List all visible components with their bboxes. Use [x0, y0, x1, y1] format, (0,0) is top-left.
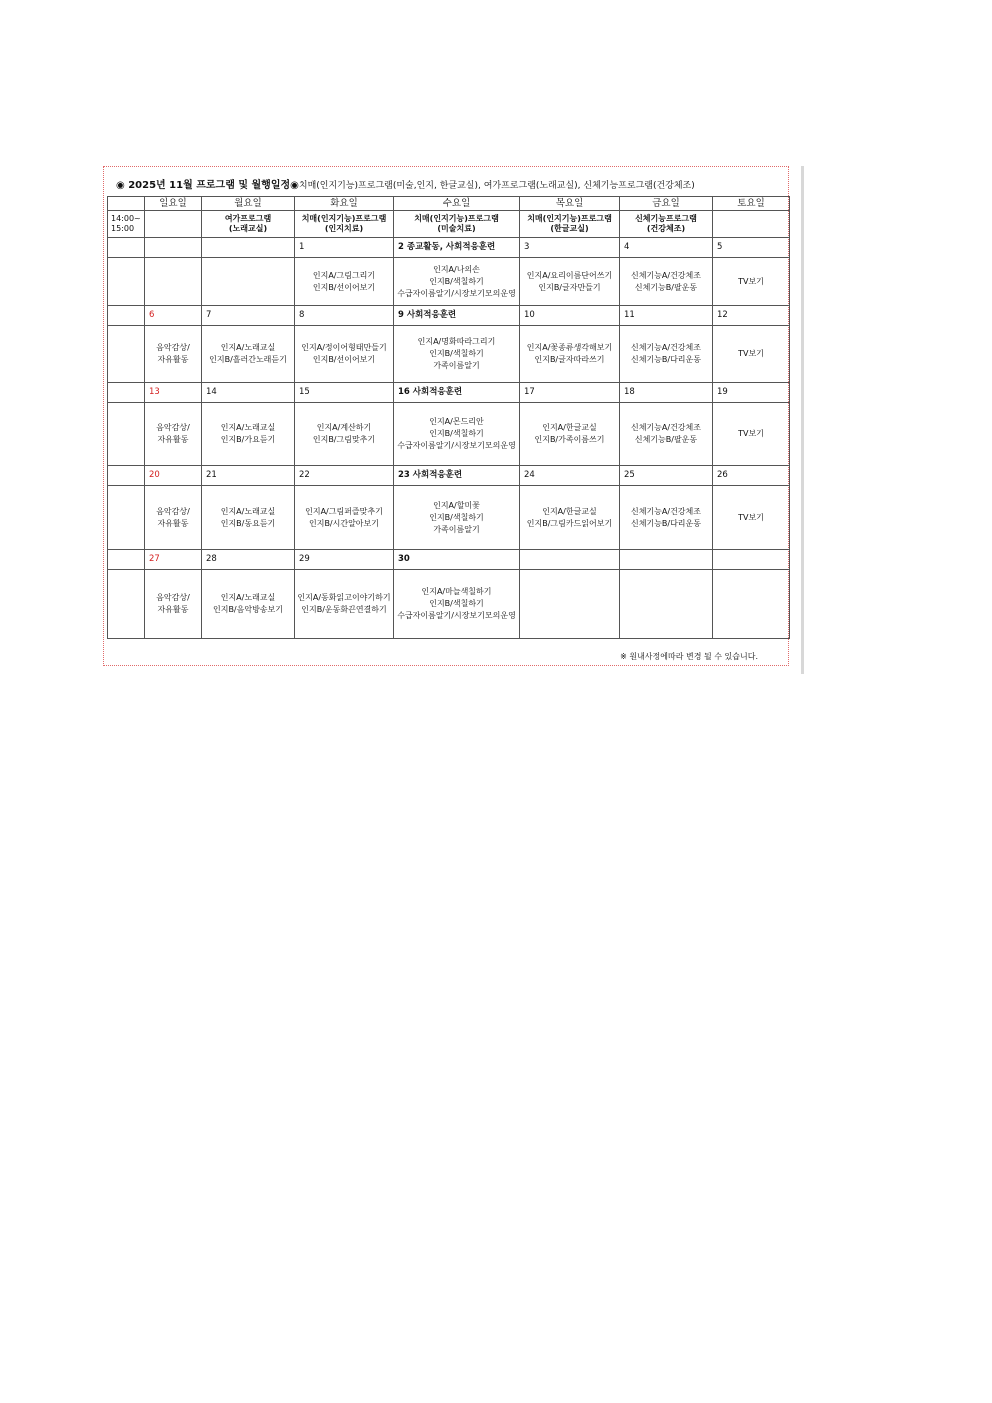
program-cell [202, 211, 295, 238]
activity-line: 신체기능B/팔운동 [634, 282, 698, 292]
date-cell: 27 [145, 550, 202, 570]
activity-line: 신체기능B/다리운동 [630, 518, 701, 528]
activity-line: 수급자이름알기/시장보기모의운영 [397, 611, 516, 620]
activity-cell [145, 486, 202, 550]
activity-line: 인지B/흘러간노래듣기 [209, 355, 287, 364]
schedule-table [107, 196, 790, 639]
activity-line: 자유활동 [157, 435, 189, 444]
date-cell: 5 [713, 238, 790, 258]
activity-cell [145, 258, 202, 306]
program-line: (미술치료) [437, 224, 476, 233]
program-cell [620, 211, 713, 238]
date-cell: 7 [202, 306, 295, 326]
row-label-cell [108, 383, 145, 403]
activity-line: 인지B/색칠하기 [429, 512, 484, 522]
date-cell [620, 550, 713, 570]
row-label-cell [108, 238, 145, 258]
day-header-tue: 화요일 [295, 197, 394, 211]
date-cell: 26 [713, 466, 790, 486]
activity-row [108, 403, 790, 466]
title-programs: 치매(인지기능)프로그램(미술,인지, 한글교실), 여가프로그램(노래교실), 신체기능프로그램(건강체조) [298, 181, 695, 191]
date-cell: 14 [202, 383, 295, 403]
date-cell: 10 [520, 306, 620, 326]
activity-row [108, 326, 790, 383]
activity-cell [145, 326, 202, 383]
activity-line: 인지B/그림카드읽어보기 [526, 518, 613, 528]
activity-cell [394, 258, 520, 306]
activity-cell [202, 486, 295, 550]
activity-line: 인지A/동화읽고이야기하기 [297, 593, 391, 602]
activity-row [108, 258, 790, 306]
row-label-cell [108, 486, 145, 550]
activity-line: 음악감상/ [156, 423, 190, 432]
date-cell: 18 [620, 383, 713, 403]
activity-line: TV보기 [738, 429, 764, 438]
activity-line: 신체기능B/다리운동 [630, 355, 701, 364]
activity-line: 인지B/선이어보기 [312, 355, 376, 364]
date-row [108, 306, 790, 326]
date-cell [145, 238, 202, 258]
activity-line: 인지B/색칠하기 [429, 276, 484, 286]
activity-line: 음악감상/ [156, 506, 190, 516]
activity-cell [202, 258, 295, 306]
program-cell [295, 211, 394, 238]
date-cell [202, 238, 295, 258]
activity-line: 인지B/색칠하기 [429, 349, 484, 358]
activity-line: 신체기능A/건강체조 [631, 270, 701, 280]
date-row [108, 550, 790, 570]
activity-line: 자유활동 [157, 518, 189, 528]
day-header-fri: 금요일 [620, 197, 713, 211]
activity-line: 인지A/정이어형태만들기 [301, 343, 387, 352]
activity-line: 신체기능B/팔운동 [634, 435, 698, 444]
program-row [108, 211, 790, 238]
date-cell: 30 [394, 550, 520, 570]
activity-line: 인지A/나의손 [433, 264, 480, 274]
day-header-wed: 수요일 [394, 197, 520, 211]
activity-line: 가족이름알기 [433, 361, 480, 370]
day-header-row [108, 197, 790, 211]
activity-line: 수급자이름알기/시장보기모의운영 [397, 441, 516, 450]
activity-line: 인지A/한글교실 [542, 506, 597, 516]
activity-cell [295, 403, 394, 466]
activity-cell [520, 403, 620, 466]
activity-line: 인지B/동요듣기 [220, 518, 276, 528]
activity-line: 인지A/노래교실 [220, 423, 276, 432]
date-cell: 13 [145, 383, 202, 403]
date-cell: 15 [295, 383, 394, 403]
date-cell: 29 [295, 550, 394, 570]
activity-line: 인지B/운동화끈연결하기 [301, 605, 387, 614]
activity-line: 자유활동 [157, 605, 189, 614]
row-label-cell [108, 570, 145, 639]
row-label-cell [108, 466, 145, 486]
activity-line: 수급자이름알기/시장보기모의운영 [397, 288, 516, 298]
activity-line: 음악감상/ [156, 343, 190, 352]
date-row [108, 466, 790, 486]
activity-line: TV보기 [738, 276, 764, 286]
activity-line: 인지A/꽃종류생각해보기 [526, 343, 613, 352]
activity-line: 인지A/그림퍼즐맞추기 [305, 506, 383, 516]
activity-row [108, 486, 790, 550]
day-header-thu: 목요일 [520, 197, 620, 211]
corner-cell [108, 197, 145, 211]
activity-line: 인지B/음악방송보기 [212, 605, 283, 614]
date-cell [520, 550, 620, 570]
activity-cell [713, 326, 790, 383]
activity-line: 인지A/계산하기 [316, 423, 372, 432]
activity-line: 인지A/할미꽃 [433, 500, 480, 510]
date-cell: 19 [713, 383, 790, 403]
date-cell [713, 550, 790, 570]
activity-cell [295, 486, 394, 550]
activity-line: 인지A/요리이름단어쓰기 [526, 270, 613, 280]
activity-line: 인지B/글자따라쓰기 [534, 355, 605, 364]
program-cell [520, 211, 620, 238]
activity-cell [620, 403, 713, 466]
activity-line: 인지A/한글교실 [542, 423, 597, 432]
activity-cell [295, 570, 394, 639]
program-line: 신체기능프로그램 [635, 214, 697, 223]
date-cell: 12 [713, 306, 790, 326]
activity-cell [520, 258, 620, 306]
activity-cell [713, 258, 790, 306]
date-cell: 23 사회적응훈련 [394, 466, 520, 486]
activity-cell [713, 486, 790, 550]
row-label-cell [108, 326, 145, 383]
program-cell [394, 211, 520, 238]
activity-cell [520, 486, 620, 550]
date-cell: 24 [520, 466, 620, 486]
time-end: 15:00 [111, 224, 135, 233]
row-label-cell [108, 550, 145, 570]
activity-line: 음악감상/ [156, 593, 190, 602]
activity-line: 신체기능A/건강체조 [631, 423, 701, 432]
date-cell: 4 [620, 238, 713, 258]
program-line: 치매(인지기능)프로그램 [414, 214, 499, 223]
activity-cell [620, 258, 713, 306]
program-line: (건강체조) [646, 224, 686, 233]
change-notice: ※ 원내사정에따라 변경 될 수 있습니다. [620, 652, 758, 661]
activity-cell [620, 486, 713, 550]
date-cell: 1 [295, 238, 394, 258]
activity-line: 신체기능A/건강체조 [631, 506, 701, 516]
row-label-cell [108, 258, 145, 306]
program-line: (한글교실) [550, 224, 589, 233]
activity-line: 인지A/노래교실 [220, 593, 276, 602]
activity-line: 신체기능A/건강체조 [631, 343, 701, 352]
activity-cell [145, 403, 202, 466]
date-cell: 11 [620, 306, 713, 326]
date-cell: 25 [620, 466, 713, 486]
activity-line: 인지A/마늘색칠하기 [421, 587, 492, 596]
program-cell [145, 211, 202, 238]
day-header-mon: 월요일 [202, 197, 295, 211]
activity-row [108, 570, 790, 639]
activity-line: 인지B/색칠하기 [429, 599, 484, 608]
program-line: (노래교실) [228, 224, 268, 233]
activity-line: 인지B/그림맞추기 [312, 435, 376, 444]
date-cell: 22 [295, 466, 394, 486]
activity-cell [295, 326, 394, 383]
activity-cell [202, 403, 295, 466]
program-line: 치매(인지기능)프로그램 [527, 214, 612, 223]
activity-line: 인지A/그림그리기 [312, 270, 376, 280]
day-header-sat: 토요일 [713, 197, 790, 211]
activity-line: TV보기 [738, 349, 764, 358]
activity-cell [620, 570, 713, 639]
row-label-cell [108, 306, 145, 326]
activity-line: 인지A/명화따라그리기 [417, 337, 496, 346]
program-line: (인지치료) [324, 224, 364, 233]
schedule-sheet [103, 166, 789, 666]
activity-cell [620, 326, 713, 383]
activity-cell [520, 326, 620, 383]
schedule-title [116, 176, 695, 191]
date-cell: 3 [520, 238, 620, 258]
date-cell: 28 [202, 550, 295, 570]
activity-line: 인지B/가족이름쓰기 [534, 435, 605, 444]
activity-cell [394, 326, 520, 383]
date-cell: 17 [520, 383, 620, 403]
date-cell: 2 종교활동, 사회적응훈련 [394, 238, 520, 258]
activity-cell [145, 570, 202, 639]
date-cell: 20 [145, 466, 202, 486]
activity-cell [202, 570, 295, 639]
date-cell: 8 [295, 306, 394, 326]
activity-cell [394, 403, 520, 466]
activity-cell [713, 403, 790, 466]
time-start: 14:00~ [111, 214, 141, 223]
activity-line: 인지B/시간알아보기 [308, 518, 379, 528]
activity-cell [394, 570, 520, 639]
page-shadow [801, 166, 804, 674]
activity-line: 인지A/노래교실 [220, 343, 276, 352]
activity-line: 인지A/노래교실 [220, 506, 276, 516]
day-header-sun: 일요일 [145, 197, 202, 211]
activity-line: 가족이름알기 [433, 524, 480, 534]
program-line: 치매(인지기능)프로그램 [301, 214, 387, 223]
activity-line: 인지B/색칠하기 [429, 429, 484, 438]
row-label-cell [108, 403, 145, 466]
date-cell: 21 [202, 466, 295, 486]
activity-line: 인지B/선이어보기 [312, 282, 376, 292]
title-main: ◉ 2025년 11월 프로그램 및 월행일정◉ [116, 180, 299, 191]
activity-line: 인지A/몬드리안 [429, 417, 484, 426]
activity-line: 인지B/글자만들기 [538, 282, 601, 292]
activity-cell [295, 258, 394, 306]
activity-cell [202, 326, 295, 383]
date-row [108, 238, 790, 258]
activity-cell [713, 570, 790, 639]
date-cell: 6 [145, 306, 202, 326]
activity-line: 인지B/가요듣기 [220, 435, 276, 444]
date-cell: 9 사회적응훈련 [394, 306, 520, 326]
activity-line: 자유활동 [157, 355, 189, 364]
date-row [108, 383, 790, 403]
time-slot [108, 211, 145, 238]
activity-cell [520, 570, 620, 639]
program-cell [713, 211, 790, 238]
program-line: 여가프로그램 [224, 214, 272, 223]
date-cell: 16 사회적응훈련 [394, 383, 520, 403]
activity-cell [394, 486, 520, 550]
activity-line: TV보기 [738, 512, 764, 522]
